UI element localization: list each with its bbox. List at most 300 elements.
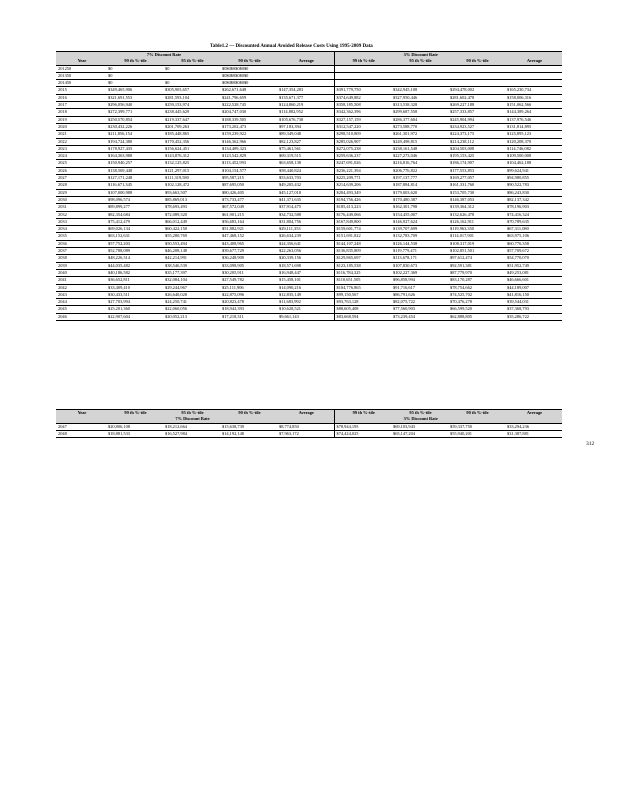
value-cell: $204,747,030 bbox=[222, 109, 247, 115]
value-cell: $31,804,756 bbox=[279, 218, 301, 224]
value-cell: $36,248,909 bbox=[222, 255, 244, 261]
rate3-header: 3% Discount Rate bbox=[334, 52, 505, 59]
table-row bbox=[56, 313, 562, 320]
value-cell: $22,263,056 bbox=[279, 248, 301, 254]
value-cell: $97,183,394 bbox=[279, 123, 301, 129]
value-cell: $108,317,019 bbox=[450, 240, 475, 246]
year-cell: 2046 bbox=[58, 313, 67, 319]
p90-7-header-2: 90 th %-tile bbox=[238, 410, 261, 415]
value-cell: $176,449,066 bbox=[334, 211, 391, 218]
value-cell: $15,458,101 bbox=[279, 277, 301, 283]
value-cell bbox=[505, 72, 562, 79]
value-cell: $0$0$0$0$0$0 bbox=[222, 80, 249, 86]
value-cell: $107,000,988 bbox=[108, 189, 133, 195]
year-cell: 2025 bbox=[58, 160, 67, 166]
value-cell: $131,814,895 bbox=[507, 123, 532, 129]
value-cell: $222,528,745 bbox=[222, 102, 247, 108]
value-cell: $22,907,604 bbox=[108, 313, 130, 319]
value-cell: $146,927,624 bbox=[393, 218, 418, 224]
value-cell: $16,948,447 bbox=[279, 269, 301, 275]
value-cell: $238,445,629 bbox=[165, 109, 190, 115]
p95-3-header: 95 th %-tile bbox=[409, 58, 432, 64]
value-cell: $214,639,206 bbox=[334, 182, 391, 189]
value-cell bbox=[277, 72, 334, 79]
year-cell: 2044 bbox=[58, 299, 67, 305]
value-cell: $70,476,278 bbox=[450, 299, 472, 305]
value-cell: $14,192,148 bbox=[222, 430, 244, 436]
value-cell bbox=[448, 65, 505, 72]
avg-7-header: Average bbox=[298, 58, 314, 64]
year-cell: 2018 bbox=[58, 109, 67, 115]
year-cell: 2016 bbox=[58, 94, 67, 100]
value-cell: $236,221,394 bbox=[334, 167, 391, 174]
value-cell: $129,865,697 bbox=[334, 255, 391, 262]
value-cell: $358,185,508 bbox=[334, 102, 391, 109]
table-row bbox=[56, 423, 562, 430]
year-cell: 2031 bbox=[58, 204, 67, 210]
value-cell: $53,633,703 bbox=[279, 175, 301, 181]
year-cell: 2038 bbox=[58, 255, 67, 261]
value-cell: $132,626,478 bbox=[450, 211, 475, 217]
value-cell: $132,125,825 bbox=[165, 160, 190, 166]
value-cell: $305,903,657 bbox=[165, 87, 190, 93]
year-cell: 2037 bbox=[58, 248, 67, 254]
value-cell: $139,364,312 bbox=[450, 204, 475, 210]
value-cell: $14,090,216 bbox=[279, 284, 301, 290]
value-cell: $241,796,659 bbox=[222, 94, 247, 100]
value-cell: $41,371,635 bbox=[279, 196, 301, 202]
value-cell: $25,201,360 bbox=[108, 306, 130, 312]
value-cell bbox=[391, 72, 448, 79]
value-cell: $0 bbox=[108, 80, 113, 86]
value-cell: $225,209,771 bbox=[334, 175, 391, 182]
value-cell: $162,301,798 bbox=[393, 204, 418, 210]
table-row bbox=[56, 233, 562, 240]
year-cell: 2015 bbox=[58, 87, 67, 93]
value-cell: $165,230,734 bbox=[507, 87, 532, 93]
value-cell: $30,205,911 bbox=[222, 269, 244, 275]
table-row bbox=[56, 218, 562, 225]
value-cell: $0$0$0$0$0$0 bbox=[222, 72, 249, 78]
value-cell: $211,856,154 bbox=[108, 131, 132, 137]
value-cell: $146,387,053 bbox=[450, 196, 475, 202]
value-cell: $214,238,112 bbox=[450, 138, 474, 144]
value-cell: $179,003,620 bbox=[393, 189, 418, 195]
value-cell: $0 bbox=[108, 65, 113, 71]
value-cell: $134,489,323 bbox=[222, 145, 247, 151]
value-cell: $281,602,478 bbox=[450, 94, 475, 100]
value-cell: $57,709,672 bbox=[507, 248, 529, 254]
value-cell: $97,612,474 bbox=[450, 255, 472, 261]
value-cell: $216,816,764 bbox=[393, 160, 418, 166]
rate7-header-2: 7% Discount Rate bbox=[175, 416, 210, 422]
year-cell: 2043 bbox=[58, 291, 67, 297]
value-cell: $66,012,449 bbox=[165, 218, 187, 224]
table-row bbox=[56, 299, 562, 306]
value-cell bbox=[334, 65, 391, 72]
value-cell: $24,356,641 bbox=[279, 240, 301, 246]
value-cell: $259,636,237 bbox=[334, 153, 391, 160]
year-cell: 2040 bbox=[58, 269, 67, 275]
value-cell: $22,060,056 bbox=[165, 306, 187, 312]
value-cell: $247,691,026 bbox=[334, 160, 391, 167]
value-cell: $55,940,201 bbox=[450, 430, 472, 436]
value-cell: $18,571,698 bbox=[279, 262, 301, 268]
value-cell: $70,789,635 bbox=[507, 218, 529, 224]
value-cell: $63,975,106 bbox=[507, 233, 529, 239]
value-cell: $144,107,248 bbox=[334, 240, 391, 247]
value-cell: $86,791,626 bbox=[393, 291, 415, 297]
header-pct-row bbox=[56, 58, 562, 65]
avg-3-header-2: Average bbox=[526, 410, 543, 415]
value-cell: $114,882,952 bbox=[279, 109, 303, 115]
value-cell: $73,239,454 bbox=[393, 313, 415, 319]
value-cell: $11,683,992 bbox=[279, 299, 301, 305]
value-cell: $66,599,520 bbox=[450, 306, 472, 312]
year-cell: 2029 bbox=[58, 189, 67, 195]
value-cell: $281,593,104 bbox=[165, 94, 190, 100]
value-cell: $8,774,850 bbox=[279, 423, 299, 429]
value-cell bbox=[163, 72, 220, 79]
value-cell: $82,137,342 bbox=[507, 196, 529, 202]
value-cell: $294,478,002 bbox=[450, 87, 475, 93]
value-cell: $204,503,008 bbox=[450, 145, 475, 151]
table-row bbox=[56, 175, 562, 182]
table-row bbox=[56, 284, 562, 291]
table-row bbox=[56, 182, 562, 189]
year-cell: 2017 bbox=[58, 102, 67, 108]
value-cell: $74,424,025 bbox=[334, 430, 391, 437]
value-cell: $0 bbox=[165, 80, 170, 86]
value-cell bbox=[334, 80, 391, 87]
value-cell: $249,498,815 bbox=[393, 138, 418, 144]
value-cell bbox=[391, 80, 448, 87]
value-cell: $137,976,546 bbox=[507, 116, 532, 122]
value-cell: $259,153,974 bbox=[165, 102, 190, 108]
value-cell: $40,186,582 bbox=[108, 269, 130, 275]
p99-7-header-2: 99 th %-tile bbox=[124, 410, 147, 415]
value-cell: $42,214,991 bbox=[165, 255, 187, 261]
year-cell: 2041 bbox=[58, 277, 67, 283]
year-cell: 2022 bbox=[58, 138, 67, 144]
value-cell: $102,851,501 bbox=[450, 248, 475, 254]
value-cell: $89,349,048 bbox=[279, 131, 301, 137]
value-cell: $63,152,631 bbox=[108, 233, 130, 239]
table-row bbox=[56, 291, 562, 298]
header-pct-row-2 bbox=[56, 410, 562, 417]
value-cell: $87,779,970 bbox=[450, 269, 472, 275]
value-cell bbox=[505, 80, 562, 87]
table-row bbox=[56, 248, 562, 255]
year-cell: 2042 bbox=[58, 284, 67, 290]
value-cell: $121,297,015 bbox=[165, 167, 190, 173]
value-cell: $78,693,493 bbox=[165, 204, 187, 210]
table-row bbox=[56, 72, 562, 79]
year-cell: 201350 bbox=[58, 72, 72, 78]
table-body-2 bbox=[56, 423, 562, 438]
value-cell: $123,542,829 bbox=[222, 153, 247, 159]
value-cell: $272,075,238 bbox=[334, 145, 391, 152]
value-cell: $88,605,408 bbox=[334, 306, 391, 313]
year-label-2: Year bbox=[77, 410, 87, 415]
value-cell: $285,026,907 bbox=[334, 138, 391, 145]
value-cell: $114,746,082 bbox=[507, 145, 531, 151]
value-cell: $45,127,018 bbox=[279, 189, 301, 195]
value-cell: $37,914,475 bbox=[279, 204, 301, 210]
table-row bbox=[56, 430, 562, 437]
value-cell: $104,776,865 bbox=[334, 284, 391, 291]
year-cell: 2033 bbox=[58, 218, 67, 224]
table-row bbox=[56, 211, 562, 218]
p95-7-header-2: 95 th %-tile bbox=[181, 410, 204, 415]
value-cell: $299,687,558 bbox=[393, 109, 418, 115]
value-cell: $69,103,943 bbox=[393, 423, 415, 429]
value-cell: $65,147,204 bbox=[393, 430, 415, 436]
p95-7-header: 95 th %-tile bbox=[181, 58, 204, 64]
rate7-header: 7% Discount Rate bbox=[146, 52, 182, 57]
value-cell: $95,587,215 bbox=[222, 175, 244, 181]
value-cell: $143,876,312 bbox=[165, 153, 190, 159]
value-cell: $286,377,604 bbox=[393, 116, 418, 122]
value-cell: $120,208,370 bbox=[507, 138, 532, 144]
value-cell: $154,455,007 bbox=[393, 211, 418, 217]
table-row bbox=[56, 138, 562, 145]
table-row bbox=[56, 226, 562, 233]
table-row bbox=[56, 277, 562, 284]
year-cell: 2021 bbox=[58, 131, 67, 137]
value-cell: $238,161,548 bbox=[393, 145, 418, 151]
value-cell: $77,560,903 bbox=[393, 306, 415, 312]
value-cell: $55,280,769 bbox=[165, 233, 187, 239]
value-cell: $89,899,277 bbox=[108, 204, 130, 210]
value-cell: $164,363,988 bbox=[108, 153, 133, 159]
value-cell bbox=[505, 65, 562, 72]
p90-3-header: 90 th %-tile bbox=[466, 58, 489, 64]
value-cell: $391,779,750 bbox=[334, 87, 391, 94]
value-cell: $18,942,393 bbox=[222, 306, 244, 312]
table-row bbox=[56, 87, 562, 94]
value-cell: $206,776,822 bbox=[393, 167, 418, 173]
year-cell: 2035 bbox=[58, 233, 67, 239]
value-cell: $18,212,664 bbox=[165, 423, 187, 429]
value-cell: $34,732,588 bbox=[279, 211, 301, 217]
value-cell: $138,569,448 bbox=[108, 167, 133, 173]
year-cell: 2039 bbox=[58, 262, 67, 268]
value-cell: $26,634,239 bbox=[279, 233, 301, 239]
value-cell: $204,493,349 bbox=[334, 189, 391, 196]
year-cell: 2027 bbox=[58, 175, 67, 181]
p90-7-header: 90 th %-tile bbox=[238, 58, 261, 64]
value-cell: $30,433,511 bbox=[108, 291, 130, 297]
value-cell: $245,904,994 bbox=[450, 116, 475, 122]
value-cell: $313,538,328 bbox=[393, 102, 418, 108]
value-cell: $92,591,381 bbox=[450, 262, 472, 268]
table-row bbox=[56, 204, 562, 211]
value-cell: $126,144,538 bbox=[393, 240, 418, 246]
value-cell: $60,776,358 bbox=[507, 240, 529, 246]
value-cell: $78,944,195 bbox=[334, 423, 391, 430]
year-cell: 2032 bbox=[58, 211, 67, 217]
value-cell: $178,927,435 bbox=[108, 145, 133, 151]
value-cell: $257,333,857 bbox=[450, 109, 475, 115]
value-cell: $151,062,566 bbox=[507, 102, 532, 108]
value-cell: $27,703,994 bbox=[108, 299, 130, 305]
value-cell: $110,651,505 bbox=[334, 277, 391, 284]
value-cell: $0 bbox=[165, 65, 170, 71]
value-cell: $107,830,673 bbox=[393, 262, 418, 268]
value-cell: $29,111,353 bbox=[279, 226, 301, 232]
value-cell: $170,452,356 bbox=[165, 138, 190, 144]
value-cell: $50,553,494 bbox=[165, 240, 187, 246]
value-cell: $33,098,905 bbox=[222, 262, 244, 268]
value-cell: $31,387,881 bbox=[507, 430, 529, 436]
value-cell: $327,950,446 bbox=[393, 94, 418, 100]
value-cell: $156,624,451 bbox=[165, 145, 190, 151]
value-cell: $153,705,730 bbox=[450, 189, 475, 195]
value-cell: $18,881,533 bbox=[108, 430, 130, 436]
year-cell: 2028 bbox=[58, 182, 67, 188]
value-cell: $51,952,749 bbox=[507, 262, 529, 268]
value-cell: $85,869,013 bbox=[165, 196, 187, 202]
year-cell: 2020 bbox=[58, 123, 67, 129]
value-cell: $73,733,477 bbox=[222, 196, 244, 202]
value-cell: $123,185,538 bbox=[334, 262, 391, 269]
value-cell: $102,227,369 bbox=[393, 269, 418, 275]
p90-3-header-2: 90 th %-tile bbox=[466, 410, 489, 415]
table-row bbox=[56, 269, 562, 276]
value-cell: $39,677,729 bbox=[222, 248, 244, 254]
value-cell: $20,806,108 bbox=[108, 423, 130, 429]
value-cell: $36,652,811 bbox=[108, 277, 130, 283]
value-cell: $374,649,882 bbox=[334, 94, 391, 101]
value-cell: $127,171,248 bbox=[108, 175, 133, 181]
release-costs-table-continued bbox=[56, 409, 562, 438]
value-cell: $25,111,906 bbox=[222, 284, 244, 290]
value-cell: $59,337,750 bbox=[450, 423, 472, 429]
year-cell: 2019 bbox=[58, 116, 67, 122]
value-cell: $96,858,994 bbox=[393, 277, 415, 283]
value-cell: $46,208,148 bbox=[165, 248, 187, 254]
value-cell: $194,756,426 bbox=[334, 196, 391, 203]
value-cell: $124,860,219 bbox=[279, 102, 304, 108]
table-row bbox=[56, 262, 562, 269]
value-cell: $119,779,471 bbox=[393, 248, 417, 254]
value-cell: $78,196,903 bbox=[507, 204, 529, 210]
value-cell: $63,658,138 bbox=[279, 160, 301, 166]
value-cell: $49,205,432 bbox=[279, 182, 301, 188]
year-cell: 2023 bbox=[58, 145, 67, 151]
value-cell: $56,683,164 bbox=[222, 218, 244, 224]
value-cell: $48,226,314 bbox=[108, 255, 130, 261]
value-cell bbox=[334, 72, 391, 79]
value-cell: $20,052,213 bbox=[165, 313, 187, 319]
header-rate-row bbox=[56, 52, 562, 59]
value-cell bbox=[448, 72, 505, 79]
value-cell: $75,461,561 bbox=[279, 145, 301, 151]
value-cell: $150,940,257 bbox=[108, 160, 133, 166]
value-cell: $187,884,814 bbox=[393, 182, 418, 188]
value-cell bbox=[448, 80, 505, 87]
table-row bbox=[56, 123, 562, 130]
value-cell: $61,901,215 bbox=[222, 211, 244, 217]
value-cell: $35,177,397 bbox=[165, 269, 187, 275]
value-cell: $10,628,521 bbox=[279, 306, 301, 312]
value-cell: $80,426,405 bbox=[222, 189, 244, 195]
table-row bbox=[56, 65, 562, 72]
value-cell: $151,691,822 bbox=[334, 233, 391, 240]
value-cell: $169,277,057 bbox=[450, 175, 475, 181]
value-cell: $69,319,515 bbox=[279, 153, 301, 159]
value-cell: $173,202,473 bbox=[222, 123, 247, 129]
value-cell: $41,816,150 bbox=[507, 291, 529, 297]
value-cell: $269,227,188 bbox=[450, 102, 475, 108]
year-cell: 2024 bbox=[58, 153, 67, 159]
value-cell: $75,412,479 bbox=[108, 218, 130, 224]
value-cell: $170,480,387 bbox=[393, 196, 418, 202]
value-cell: $39,544,031 bbox=[507, 299, 529, 305]
value-cell: $17,218,311 bbox=[222, 313, 244, 319]
value-cell: $12,835,149 bbox=[279, 291, 301, 297]
value-cell: $33,409,410 bbox=[108, 284, 130, 290]
value-cell: $0 bbox=[108, 72, 113, 78]
value-cell: $74,525,702 bbox=[450, 291, 472, 297]
p99-3-header: 99 th %-tile bbox=[334, 58, 391, 65]
value-cell: $74,416,324 bbox=[507, 211, 529, 217]
avg-3-header: Average bbox=[526, 58, 543, 64]
value-cell: $67,311,080 bbox=[507, 226, 529, 232]
value-cell: $159,601,774 bbox=[334, 226, 391, 233]
value-cell: $15,638,739 bbox=[222, 423, 244, 429]
table-row bbox=[56, 109, 562, 116]
value-cell: $113,678,171 bbox=[393, 255, 417, 261]
value-cell: $185,413,223 bbox=[334, 204, 391, 211]
value-cell: $44,189,007 bbox=[507, 284, 529, 290]
value-cell: $99,150,567 bbox=[334, 291, 391, 298]
value-cell: $298,510,809 bbox=[334, 131, 391, 138]
value-cell: $126,162,911 bbox=[450, 218, 474, 224]
value-cell: $83,668,594 bbox=[334, 313, 391, 320]
value-cell: $62,888,805 bbox=[450, 313, 472, 319]
value-cell: $82,354,684 bbox=[108, 211, 130, 217]
value-cell: $60,422,150 bbox=[165, 226, 187, 232]
table-row bbox=[56, 160, 562, 167]
value-cell: $52,788,089 bbox=[108, 248, 130, 254]
value-cell: $146,362,966 bbox=[222, 138, 247, 144]
value-cell: $227,273,046 bbox=[393, 153, 418, 159]
value-cell: $46,666,601 bbox=[507, 277, 529, 283]
value-cell: $272,399,771 bbox=[108, 109, 133, 115]
value-cell: $93,763,128 bbox=[334, 299, 391, 306]
value-cell: $43,408,965 bbox=[222, 240, 244, 246]
value-cell: $261,301,972 bbox=[393, 131, 418, 137]
value-cell bbox=[277, 80, 334, 87]
value-cell: $78,754,662 bbox=[450, 284, 472, 290]
table-row bbox=[56, 189, 562, 196]
value-cell: $144,389,264 bbox=[507, 109, 532, 115]
value-cell: $7,963,172 bbox=[279, 430, 299, 436]
year-cell: 2030 bbox=[58, 196, 67, 202]
value-cell: $67,572,049 bbox=[222, 204, 244, 210]
value-cell: $250,570,854 bbox=[108, 116, 133, 122]
value-cell: $273,588,770 bbox=[393, 123, 418, 129]
table-row bbox=[56, 167, 562, 174]
value-cell: $349,465,906 bbox=[108, 87, 133, 93]
value-cell: $104,154,577 bbox=[222, 167, 247, 173]
value-cell: $72,089,320 bbox=[165, 211, 187, 217]
release-costs-table bbox=[56, 51, 562, 321]
value-cell: $22,875,096 bbox=[222, 291, 244, 297]
value-cell: $116,784,325 bbox=[334, 269, 391, 276]
